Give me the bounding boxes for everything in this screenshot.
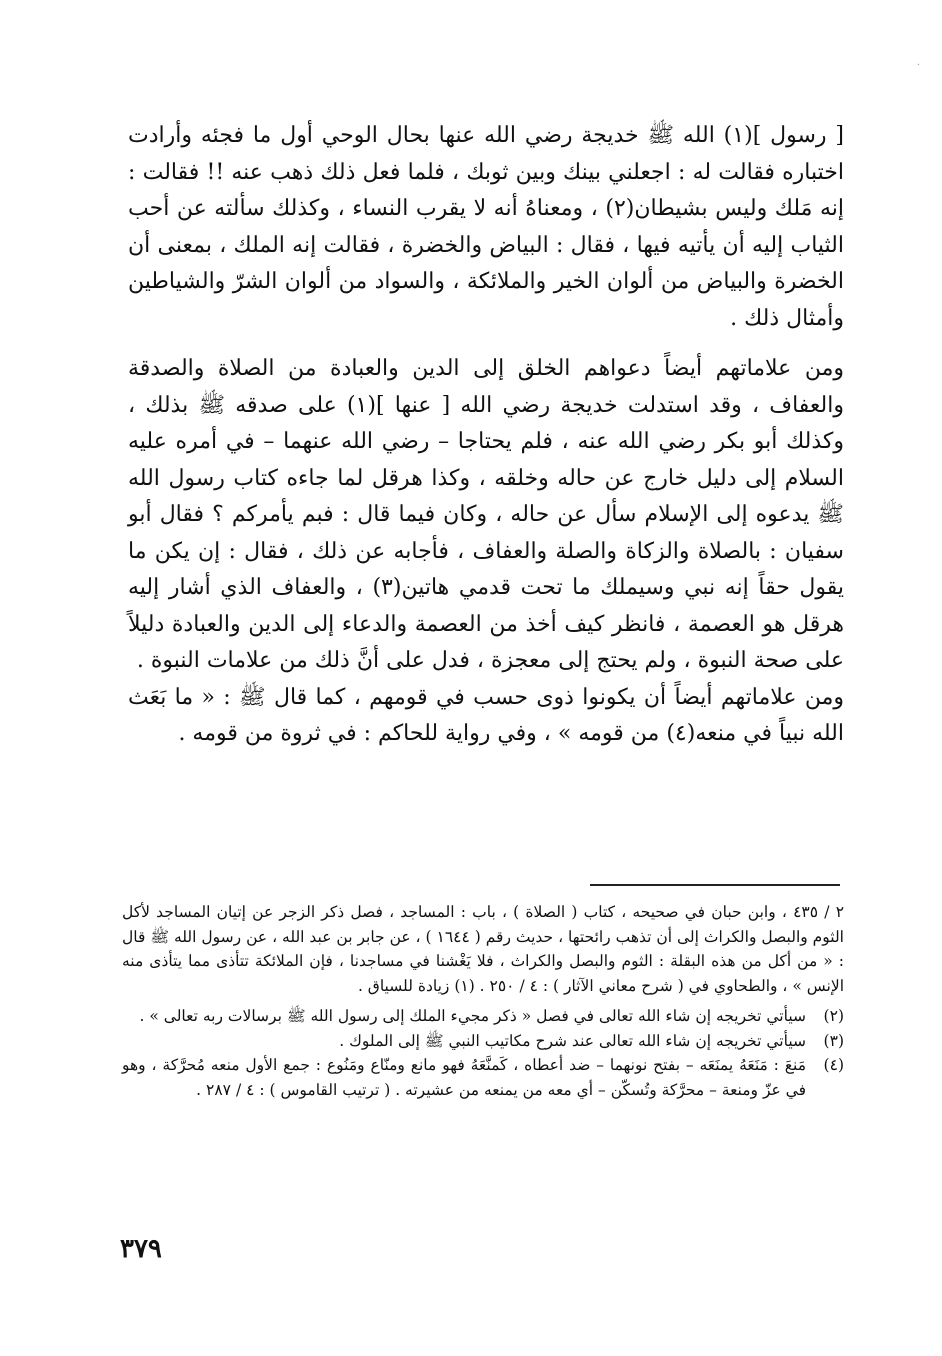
footnote-text: سيأتي تخريجه إن شاء الله تعالى عند شرح مكاتيب النبي ﷺ إلى الملوك .: [339, 1031, 806, 1050]
footnotes: [122, 900, 844, 1102]
footnote-3: [122, 1029, 844, 1054]
footnote-separator: [590, 884, 840, 886]
corner-mark: ·: [916, 60, 920, 71]
footnote-continuation: ٢ / ٤٣٥ ، وابن حبان في صحيحه ، كتاب ( الصلاة ) ، باب : المساجد ، فصل ذكر الزجر عن إتيان المساجد لأكل الثوم والبصل والكراث إلى أن تذهب رائحتها ، حديث رقم ( ١٦٤٤ ) ، عن جابر بن عبد الله ، عن رسول الله ﷺ قال : « من أكل من هذه البقلة : الثوم والبصل والكراث ، فلا يَغْشنا في مساجدنا ، فإن الملائكة تتأذى مما يتأذى منه الإنس » ، والطحاوي في ( شرح معاني الآثار ) : ٤ / ٢٥٠ . (١) زيادة للسياق .: [122, 903, 845, 995]
page-number: ٣٧٩: [120, 1234, 162, 1264]
paragraph-3: ومن علاماتهم أيضاً أن يكونوا ذوى حسب في قومهم ، كما قال ﷺ : « ما بَعَث الله نبياً في منعه(٤) من قومه » ، وفي رواية للحاكم : في ثروة من قومه .: [128, 684, 844, 746]
footnote-number: (٢): [823, 1007, 844, 1025]
footnote-number: (٤): [823, 1056, 844, 1074]
footnote-number: (٣): [823, 1031, 844, 1050]
footnote-2: [122, 1004, 844, 1029]
footnote-text: سيأتي تخريجه إن شاء الله تعالى في فصل « ذكر مجيء الملك إلى رسول الله ﷺ برسالات ربه تعالى » .: [139, 1007, 806, 1025]
paragraph-1: [ رسول ](١) الله ﷺ خديجة رضي الله عنها بحال الوحي أول ما فجئه وأرادت اختباره فقالت له : اجعلني بينك وبين ثوبك ، فلما فعل ذلك ذهب عنه !! فقالت : إنه مَلك وليس بشيطان(٢) ، ومعناهُ أنه لا يقرب النساء ، وكذلك سألته عن أحب الثياب إليه أن يأتيه فيها ، فقال : البياض والخضرة ، فقالت إنه الملك ، بمعنى أن الخضرة والبياض من ألوان الخير والملائكة ، والسواد من ألوان الشرّ والشياطين وأمثال ذلك .: [128, 123, 844, 331]
paragraph-2: ومن علاماتهم أيضاً دعواهم الخلق إلى الدين والعبادة من الصلاة والصدقة والعفاف ، وقد استدلت خديجة رضي الله [ عنها ](١) على صدقه ﷺ بذلك ، وكذلك أبو بكر رضي الله عنه ، فلم يحتاجا – رضي الله عنهما – في أمره عليه السلام إلى دليل خارج عن حاله وخلقه ، وكذا هرقل لما جاءه كتاب رسول الله ﷺ يدعوه إلى الإسلام سأل عن حاله ، وكان فيما قال : فبم يأمركم ؟ فقال أبو سفيان : بالصلاة والزكاة والصلة والعفاف ، فأجابه عن ذلك ، فقال : إن يكن ما يقول حقاً إنه نبي وسيملك ما تحت قدمي هاتين(٣) ، والعفاف الذي أشار إليه هرقل هو العصمة ، فانظر كيف أخذ من العصمة والدعاء إلى الدين والعبادة دليلاً على صحة النبوة ، ولم يحتج إلى معجزة ، فدل على أنَّ ذلك من علامات النبوة .: [128, 356, 845, 673]
footnote-4: [122, 1053, 844, 1102]
main-text-body: [128, 118, 844, 753]
footnote-text: مَنعَ : مَنَعَهُ يمنَعَه – بفتح نونهما – ضد أعطاه ، كَمنَّعَهُ فهو مانع ومنّاع ومَنُوع : جمع الأول منعه مُحرَّكة ، وهو في عزّ ومنعة – محرَّكة وتُسكّن – أي معه من يمنعه من عشيرته . ( ترتيب القاموس ) : ٤ / ٢٨٧ .: [122, 1056, 806, 1099]
